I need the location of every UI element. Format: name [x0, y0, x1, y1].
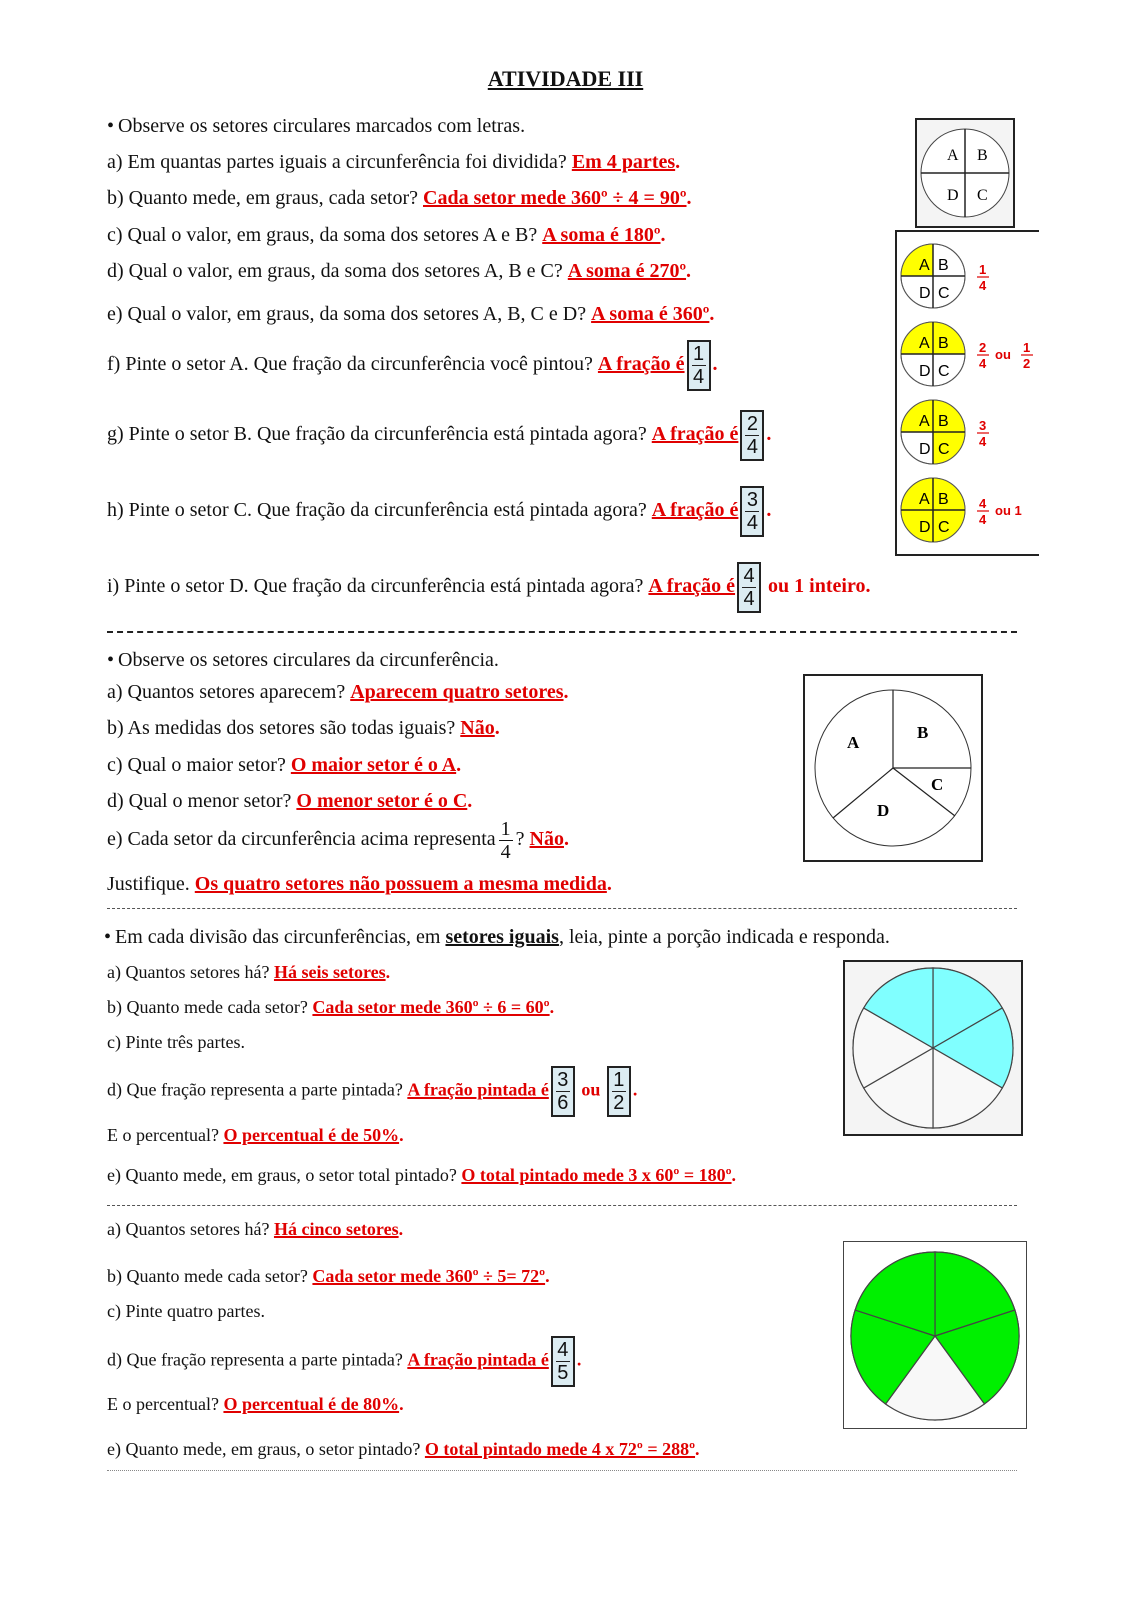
section2-intro: • Observe os setores circulares da circunferência. — [107, 649, 499, 671]
five-sector-circle — [844, 1242, 1026, 1428]
s2-question-b: b) As medidas dos setores são todas iguais? Não. — [107, 717, 500, 739]
s1-question-b: b) Quanto mede, em graus, cada setor? Cada setor mede 360º ÷ 4 = 90º. — [107, 187, 692, 209]
stage-label-a: A — [919, 335, 930, 352]
stage-fraction-extra-num: 1 — [1023, 340, 1031, 355]
fraction-box: $\frac{4}{5}$ — [551, 1336, 575, 1387]
s2-justify: Justifique. Os quatro setores não possuem a mesma medida. — [107, 873, 612, 895]
stage-label-b: B — [938, 491, 949, 508]
stage-fraction-num: 2 — [979, 340, 987, 355]
fraction-box: $\frac{2}{4}$ — [740, 410, 764, 461]
fraction-box: $\frac{1}{4}$ — [687, 340, 711, 391]
six-sector-figure — [843, 960, 1023, 1136]
stage-fraction-den: 4 — [979, 512, 987, 527]
stage-label-c: C — [938, 441, 950, 458]
stage-label-b: B — [938, 413, 949, 430]
s2-question-a: a) Quantos setores aparecem? Aparecem quatro setores. — [107, 681, 569, 703]
quartered-circle — [917, 120, 1013, 226]
sector-label-a: A — [947, 147, 959, 164]
five-sector-figure — [843, 1241, 1027, 1429]
section-divider — [107, 1205, 1017, 1206]
s3p1-question-e: e) Quanto mede, em graus, o setor total pintado? O total pintado mede 3 x 60º = 180º. — [107, 1165, 737, 1185]
fraction-box: $\frac{1}{2}$ — [607, 1066, 631, 1117]
stage-label-b: B — [938, 335, 949, 352]
stage-circle-2 — [901, 322, 1033, 386]
stage-label-a: A — [919, 413, 930, 430]
sector-label-d: D — [877, 801, 890, 820]
unequal-sectors-circle — [805, 676, 981, 860]
stage-circle-4 — [901, 478, 1022, 542]
s3p2-question-a: a) Quantos setores há? Há cinco setores. — [107, 1219, 404, 1239]
sector-label-c: C — [977, 187, 988, 204]
sector-label-a: A — [847, 733, 860, 752]
stage-label-c: C — [938, 285, 950, 302]
s3p1-question-c: c) Pinte três partes. — [107, 1032, 245, 1052]
s3p2-question-d: d) Que fração representa a parte pintada? A fração pintada é $\frac{4}{5}$ . — [107, 1336, 581, 1387]
stage-fraction-extra: ou 1 — [995, 503, 1022, 518]
stage-label-a: A — [919, 257, 930, 274]
s1-question-g: g) Pinte o setor B. Que fração da circunferência está pintada agora? A fração é $\frac{2}{4}$ . — [107, 410, 771, 461]
s3p1-question-d: d) Que fração representa a parte pintada? A fração pintada é $\frac{3}{6}$ ou $\frac{1}{2}$ . — [107, 1066, 637, 1117]
s1-question-i: i) Pinte o setor D. Que fração da circunferência está pintada agora? A fração é $\frac{4}{4}$ ou 1 inteiro. — [107, 562, 870, 613]
s3p2-question-e: e) Quanto mede, em graus, o setor pintado? O total pintado mede 4 x 72º = 288º. — [107, 1439, 700, 1459]
painted-stages-figure — [895, 230, 1039, 556]
s1-question-a: a) Em quantas partes iguais a circunferência foi dividida? Em 4 partes. — [107, 151, 681, 173]
stage-fraction-den: 4 — [979, 278, 987, 293]
unequal-sectors-figure — [803, 674, 983, 862]
stage-fraction-num: 1 — [979, 262, 987, 277]
s2-question-e: e) Cada setor da circunferência acima representa $\frac{1}{4}$ ? Não. — [107, 818, 569, 863]
stage-label-d: D — [919, 285, 931, 302]
six-sector-circle — [845, 962, 1021, 1134]
sector-label-d: D — [947, 187, 959, 204]
sector-label-b: B — [917, 723, 929, 742]
s2-question-c: c) Qual o maior setor? O maior setor é o A. — [107, 754, 462, 776]
stage-fraction-num: 3 — [979, 418, 987, 433]
s1-question-h: h) Pinte o setor C. Que fração da circunferência está pintada agora? A fração é $\frac{3}{4}$ . — [107, 486, 771, 537]
stage-label-c: C — [938, 519, 950, 536]
page-title: ATIVIDADE III — [487, 66, 644, 91]
fraction-one-quarter: $\frac{1}{4}$ — [500, 818, 511, 863]
section-divider — [107, 631, 1017, 633]
stage-fraction-den: 4 — [979, 356, 987, 371]
section3-intro: • Em cada divisão das circunferências, em setores iguais, leia, pinte a porção indicada e responda. — [104, 926, 890, 948]
s1-question-d: d) Qual o valor, em graus, da soma dos setores A, B e C? A soma é 270º. — [107, 260, 692, 282]
stage-circle-1 — [901, 244, 989, 308]
fraction-box: $\frac{3}{6}$ — [551, 1066, 575, 1117]
section1-intro: • Observe os setores circulares marcados com letras. — [107, 115, 526, 137]
stage-label-b: B — [938, 257, 949, 274]
fraction-box: $\frac{3}{4}$ — [740, 486, 764, 537]
quartered-circle-figure — [915, 118, 1015, 228]
stage-label-a: A — [919, 491, 930, 508]
s2-question-d: d) Qual o menor setor? O menor setor é o C. — [107, 790, 473, 812]
stage-fraction-extra: ou — [995, 347, 1011, 362]
stage-label-d: D — [919, 441, 931, 458]
s3p2-question-c: c) Pinte quatro partes. — [107, 1301, 265, 1321]
s3p1-question-a: a) Quantos setores há? Há seis setores. — [107, 962, 391, 982]
s3p1-percent: E o percentual? O percentual é de 50%. — [107, 1125, 404, 1145]
s1-question-e: e) Qual o valor, em graus, da soma dos setores A, B, C e D? A soma é 360º. — [107, 303, 715, 325]
s1-question-c: c) Qual o valor, em graus, da soma dos setores A e B? A soma é 180º. — [107, 224, 666, 246]
stage-circle-3 — [901, 400, 989, 464]
stage-fraction-den: 4 — [979, 434, 987, 449]
section-divider — [107, 908, 1017, 909]
stage-label-d: D — [919, 519, 931, 536]
s3p2-question-b: b) Quanto mede cada setor? Cada setor mede 360º ÷ 5= 72º. — [107, 1266, 550, 1286]
painted-stages — [897, 232, 1039, 554]
s3p2-percent: E o percentual? O percentual é de 80%. — [107, 1394, 404, 1414]
sector-label-b: B — [977, 147, 988, 164]
stage-fraction-num: 4 — [979, 496, 987, 511]
stage-label-c: C — [938, 363, 950, 380]
sector-label-c: C — [931, 775, 944, 794]
fraction-box: $\frac{4}{4}$ — [737, 562, 761, 613]
section-divider — [107, 1470, 1017, 1471]
s3p1-question-b: b) Quanto mede cada setor? Cada setor mede 360º ÷ 6 = 60º. — [107, 997, 555, 1017]
stage-fraction-extra-den: 2 — [1023, 356, 1031, 371]
stage-label-d: D — [919, 363, 931, 380]
s1-question-f: f) Pinte o setor A. Que fração da circunferência você pintou? A fração é $\frac{1}{4}$ . — [107, 340, 718, 391]
